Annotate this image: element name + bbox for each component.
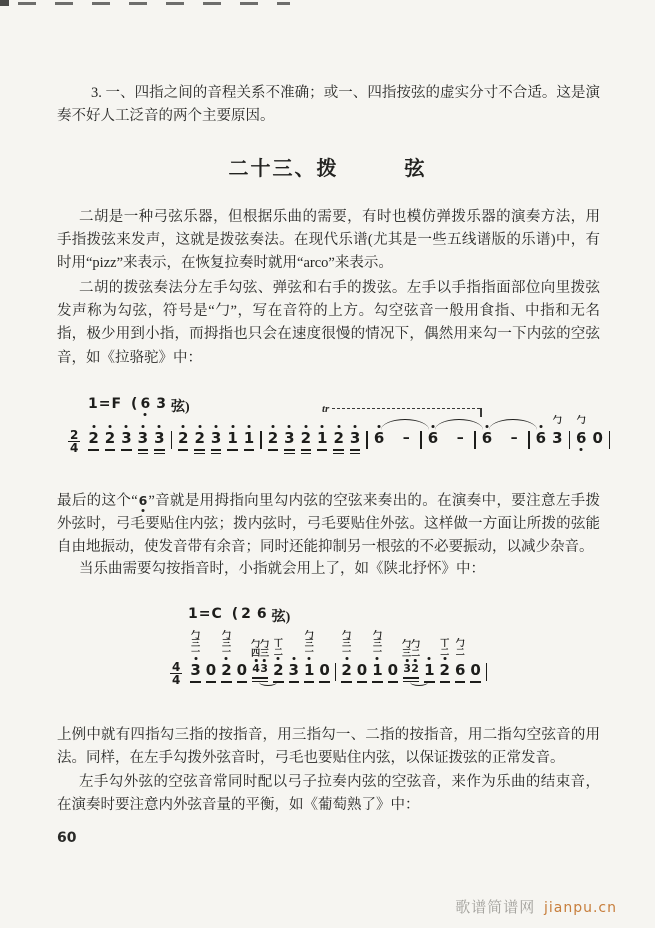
- mark-glyph: 三: [342, 638, 352, 648]
- mark-glyph: 勹: [221, 629, 231, 640]
- note: [105, 430, 115, 451]
- note-digit: 6: [481, 429, 493, 447]
- finger-pluck-marks: [222, 631, 231, 657]
- note: [576, 414, 587, 447]
- key-tonic: 1=F: [88, 396, 123, 412]
- watermark-site-url: jianpu.cn: [543, 900, 617, 916]
- mark-glyph: 一: [342, 646, 352, 657]
- note: [317, 430, 327, 451]
- barline: [474, 431, 476, 449]
- note: [439, 638, 450, 683]
- mark-glyph: 三二: [402, 647, 421, 658]
- note: [482, 430, 492, 447]
- section-heading: 二十三、拨 弦: [228, 158, 427, 180]
- note-digit: 3: [210, 429, 222, 447]
- watermark: [455, 896, 617, 917]
- note: [194, 430, 204, 454]
- note-digit: 3: [284, 429, 295, 447]
- trill-bracket: [322, 404, 482, 417]
- music-example-shanbei-shuhuai: [160, 598, 580, 703]
- note: [154, 430, 164, 454]
- note: [289, 662, 299, 683]
- note-digit: 6: [138, 493, 148, 508]
- grace-digit: 3: [260, 662, 268, 675]
- note-digit: 6: [535, 429, 547, 447]
- paragraph-pinky-use: 当乐曲需要勾按指音时，小指就会用上了，如《陕北抒怀》中：: [79, 561, 485, 577]
- note: [592, 430, 602, 447]
- open-string-number: 2: [241, 606, 251, 622]
- grace-digit: 4: [252, 662, 260, 675]
- note-digit: 6: [427, 429, 439, 447]
- mark-glyph: 勹: [342, 629, 352, 640]
- note-digit: 3: [137, 429, 149, 447]
- finger-pluck-marks: [373, 631, 382, 657]
- note: [211, 430, 221, 454]
- note: [319, 662, 329, 683]
- finger-pluck-marks: [342, 631, 351, 657]
- finger-pluck-marks: [191, 631, 200, 657]
- note: [357, 662, 367, 683]
- note: [190, 629, 201, 683]
- note: [428, 430, 438, 447]
- note: [388, 662, 398, 683]
- note: [88, 430, 98, 451]
- finger-pluck-marks: [440, 639, 449, 656]
- note-digit: 0: [319, 661, 330, 679]
- note: [138, 430, 148, 454]
- trill-label: tr: [322, 403, 330, 415]
- barline: [569, 431, 571, 449]
- note: [333, 430, 343, 454]
- mark-glyph: 丅: [273, 638, 283, 648]
- note: [273, 638, 284, 683]
- mark-glyph: 勹: [576, 414, 586, 425]
- note-digit: 2: [300, 429, 312, 447]
- grace-notes: [402, 639, 421, 682]
- note: [303, 629, 315, 683]
- mark-glyph: 勹: [455, 638, 465, 648]
- barline: [420, 431, 422, 449]
- note: [301, 430, 311, 454]
- finger-pluck-marks: [251, 640, 269, 657]
- mark-glyph: 一: [304, 646, 314, 657]
- text-segment: ”音就是用拇指向里勾内弦的空弦来奏出的。在演奏中，要注意左手拨外弦时，弓毛要贴住内弦；拨内弦时，弓毛要贴住外弦。这样做一方面让所拨的弦能自由地振动，使发音带有余音；同时还能抑制另一根弦的不必要振动，以减少杂音。: [57, 493, 600, 556]
- mark-glyph: 勹: [552, 414, 562, 425]
- note: [424, 662, 434, 683]
- barline: [528, 431, 530, 449]
- mark-glyph: 勹: [372, 629, 382, 640]
- finger-pluck-marks: [577, 416, 586, 425]
- note: [454, 638, 466, 683]
- barline: [366, 431, 368, 449]
- note-digit: 2: [333, 429, 344, 447]
- open-string-number: 6: [140, 396, 151, 412]
- watermark-site-name: 歌谱简谱网: [455, 900, 536, 916]
- note-digit: 3: [190, 661, 201, 679]
- finger-pluck-marks: [305, 631, 314, 657]
- key-paren-open: (: [231, 606, 239, 622]
- note: [221, 629, 232, 683]
- note-digit: 2: [178, 429, 189, 447]
- note-digit: 3: [349, 429, 361, 447]
- note-digit: 2: [194, 429, 205, 447]
- note: [178, 430, 188, 451]
- mark-glyph: 一: [221, 646, 231, 657]
- mark-glyph: 勹勹: [402, 639, 421, 649]
- key-paren-open: (: [131, 396, 138, 412]
- note-digit: 3: [552, 429, 563, 447]
- note-digit: 3: [154, 429, 165, 447]
- note-digit: 3: [288, 661, 299, 679]
- paragraph-thumb-pluck-explanation: [57, 490, 600, 560]
- note: [374, 430, 384, 447]
- grace-notes: [251, 639, 270, 682]
- trill-hook: [480, 408, 482, 417]
- mark-glyph: 三: [304, 638, 314, 648]
- note-digit: 0: [592, 429, 603, 447]
- mark-glyph: 丅: [440, 638, 450, 648]
- paragraph-gou-technique: 二胡的拨弦奏法分左手勾弦、弹弦和右手的拨弦。左手以手指指面部位向里拨弦发声称为勾弦，符号是“勹”，写在音符的上方。勾空弦音一般用食指、中指和无名指，极少用到小指，而拇指也只会在速度很慢的情况下，偶然用来勾一下内弦的空弦音，如《拉骆驼》中：: [57, 280, 600, 366]
- note-digit: 6: [373, 429, 385, 447]
- note-digit: 0: [205, 661, 217, 679]
- finger-pluck-marks: [402, 640, 420, 657]
- note: [244, 430, 254, 451]
- note-digit: 2: [104, 429, 116, 447]
- time-signature: 2 4: [70, 428, 79, 455]
- duration-dash: –: [510, 430, 518, 446]
- mark-glyph: 一: [372, 646, 382, 657]
- note: [206, 662, 216, 683]
- note-digit: 1: [372, 661, 383, 679]
- mark-glyph: 二: [455, 646, 465, 657]
- finger-pluck-marks: [553, 416, 562, 425]
- mark-glyph: 一: [191, 646, 201, 657]
- note-digit: 2: [341, 661, 352, 679]
- note-digit: 2: [273, 661, 284, 679]
- paragraph-pizzicato-intro: 二胡是一种弓弦乐器，但根据乐曲的需要，有时也模仿弹拨乐器的演奏方法，用手指拨弦来发声，这就是拨弦奏法。在现代乐谱(尤其是一些五线谱版的乐谱)中，有时用“pizz”来表示，在恢复拉奏时就用“arco”来表示。: [57, 209, 600, 272]
- mark-glyph: 二: [440, 646, 450, 657]
- note-digit: 2: [439, 661, 450, 679]
- note-digit: 0: [470, 661, 481, 679]
- barline: [171, 431, 173, 449]
- mark-glyph: 勹: [304, 629, 314, 640]
- trill-dashed-line: [332, 408, 480, 409]
- mark-glyph: 三: [191, 638, 201, 648]
- text-segment: 最后的这个“: [57, 493, 138, 509]
- scan-artifact-corner: [0, 0, 9, 6]
- note-digit: 3: [121, 429, 132, 447]
- key-suffix: 弦): [271, 610, 291, 625]
- time-signature: 4 4: [172, 660, 181, 687]
- mark-glyph: 四三: [251, 647, 270, 658]
- page-number: 60: [57, 830, 77, 846]
- note: [350, 430, 360, 454]
- note-digit: 1: [227, 429, 238, 447]
- note: [470, 662, 480, 683]
- barline: [609, 431, 611, 449]
- note-digit: 6: [576, 429, 587, 447]
- finger-pluck-marks: [456, 639, 465, 656]
- notation-row: [170, 629, 492, 687]
- mark-glyph: 三: [221, 638, 231, 648]
- note: [227, 430, 237, 451]
- mark-glyph: 二: [273, 646, 283, 657]
- duration-dash: –: [402, 430, 410, 446]
- finger-pluck-marks: [274, 639, 283, 656]
- grace-digit: 3: [403, 662, 411, 675]
- mark-glyph: 三: [372, 638, 382, 648]
- note-digit: 2: [88, 429, 99, 447]
- key-suffix: 弦): [170, 400, 190, 415]
- notation-row: [68, 414, 616, 455]
- barline: [486, 663, 488, 681]
- open-string-number: 6: [256, 606, 267, 622]
- note-digit: 0: [387, 661, 399, 679]
- barline: [335, 663, 337, 681]
- scan-artifact-dashes: [18, 2, 290, 5]
- note: [284, 430, 294, 454]
- note: [341, 629, 352, 683]
- note-digit: 6: [454, 661, 466, 679]
- note-digit: 1: [317, 429, 328, 447]
- mark-glyph: 勹: [191, 629, 201, 640]
- paragraph-harmonics-reasons: 3. 一、四指之间的音程关系不准确；或一、四指按弦的虚实分寸不合适。这是演奏不好人工泛音的两个主要原因。: [57, 85, 600, 125]
- note-digit: 0: [236, 661, 248, 679]
- note-digit: 2: [267, 429, 279, 447]
- note-digit: 2: [221, 661, 232, 679]
- key-signature: [88, 396, 190, 416]
- note: [268, 430, 278, 451]
- key-tonic: 1=C: [188, 606, 223, 622]
- grace-digit: 2: [411, 662, 419, 675]
- note: [121, 430, 131, 451]
- note: [372, 629, 383, 683]
- paragraph-ending-note: 左手勾外弦的空弦音常同时配以弓子拉奏内弦的空弦音，来作为乐曲的结束音，在演奏时要注意内外弦音量的平衡，如《葡萄熟了》中：: [57, 774, 600, 814]
- note: [536, 430, 546, 447]
- note-digit: 1: [243, 429, 255, 447]
- note-digit: 1: [303, 661, 315, 679]
- note: [237, 662, 247, 683]
- paragraph-example-analysis: 上例中就有四指勾三指的按指音，用三指勾一、二指的按指音，用二指勾空弦音的用法。同样，在左手勾拨外弦音时，弓毛也要贴住内弦，以保证拨弦的正常发音。: [57, 727, 600, 767]
- note-digit: 1: [424, 661, 435, 679]
- barline: [260, 431, 262, 449]
- key-signature: [188, 606, 290, 626]
- low-la-note: [138, 495, 149, 508]
- note: [552, 414, 563, 447]
- open-string-number: 3: [156, 396, 166, 412]
- music-example-la-luotuo: [60, 394, 645, 472]
- duration-dash: –: [456, 430, 464, 446]
- mark-glyph: 勹勹: [251, 639, 270, 649]
- note-digit: 0: [356, 661, 368, 679]
